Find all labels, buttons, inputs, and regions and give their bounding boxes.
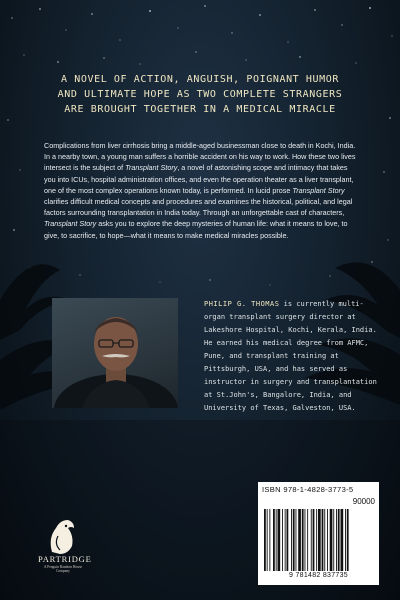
book-title-ref-1: Transplant Story [125,163,178,173]
publisher-logo [38,512,92,592]
barcode-bar [336,509,337,571]
barcode-bar [347,509,349,571]
barcode-bar [285,509,286,571]
barcode-bar [313,509,315,571]
barcode-bar [341,509,344,571]
barcode-bar [307,509,308,571]
barcode-bar [345,509,346,571]
book-title-ref-3: Transplant Story [44,219,97,229]
barcode-bar [311,509,312,571]
partridge-bird-icon [38,512,88,556]
isbn-barcode [258,482,379,585]
barcode-bars [262,509,375,571]
tagline-line-3: ARE BROUGHT TOGETHER IN A MEDICAL MIRACLE [64,104,336,115]
barcode-bar [322,509,324,571]
barcode-bar [264,509,266,571]
barcode-bar [269,509,270,571]
barcode-bar [298,509,301,571]
tagline [20,72,380,117]
author-portrait-image [52,298,178,408]
synopsis-text-4: asks you to explore the deep mysteries of human life: what it means to love, to give, to sacrifice, to hope—what it means to make medical miracles possible. [44,219,348,240]
tagline-line-1: A NOVEL OF ACTION, ANGUISH, POIGNANT HUMOR [60,74,340,85]
synopsis-paragraph [44,140,360,241]
barcode-bar [278,509,281,571]
barcode-digits: 9 781482 837735 [289,572,348,579]
author-name: PHILIP G. THOMAS [204,300,280,308]
barcode-bar [296,509,297,571]
publisher-subtitle: A Penguin Random House Company [43,565,83,573]
synopsis-text-3: clarifies difficult medical concepts and procedures and examines the historical, political, and legal factors surrounding transplantation in India today. Through an unforgettable cast of characters, [44,197,353,218]
isbn-number: ISBN 978-1-4828-3773-5 [262,485,354,494]
synopsis-text-2: , a novel of astonishing scope and intimacy that takes you into ICUs, hospital administration offices, and even the operation theater as a liver transplant, one of the most complex operations known today, is performed. In lucid prose [44,163,354,195]
barcode-bar [291,509,292,571]
barcode-bar [316,509,317,571]
author-bio [204,298,379,415]
barcode-bar [302,509,304,571]
barcode-bar [330,509,333,571]
tagline-line-2: AND ULTIMATE HOPE AS TWO COMPLETE STRANGERS [57,89,343,100]
barcode-bar [276,509,277,571]
barcode-bar [305,509,306,571]
publisher-name: PARTRIDGE [38,554,92,564]
synopsis-text-1: Complications from liver cirrhosis bring a middle-aged businessman close to death in Kochi, India. In a nearby town, a young man suffers a horrible accident on his way to work. How these two lives intersect is the subject of [44,141,356,173]
price-code: 90000 [352,497,375,506]
barcode-bar [273,509,275,571]
barcode-bar [338,509,340,571]
barcode-bar [318,509,321,571]
barcode-bar [293,509,295,571]
author-bio-text: is currently multi-organ transplant surgery director at Lakeshore Hospital, Kochi, Kerala, India. He earned his medical degree from AFMC, Pune, and transplant training at Pittsburgh, USA, and has served as instructor in surgery and transplantation at St.John's, Bangalore, India, and University of Texas, Galveston, USA. [204,300,377,412]
barcode-bar [324,509,325,571]
barcode-bar [327,509,328,571]
book-title-ref-2: Transplant Story [292,185,345,195]
synopsis-blurb [44,140,360,244]
author-photo [52,298,178,408]
barcode-bar [287,509,289,571]
barcode-bar [267,509,268,571]
barcode-bar [333,509,334,571]
barcode-bar [282,509,283,571]
